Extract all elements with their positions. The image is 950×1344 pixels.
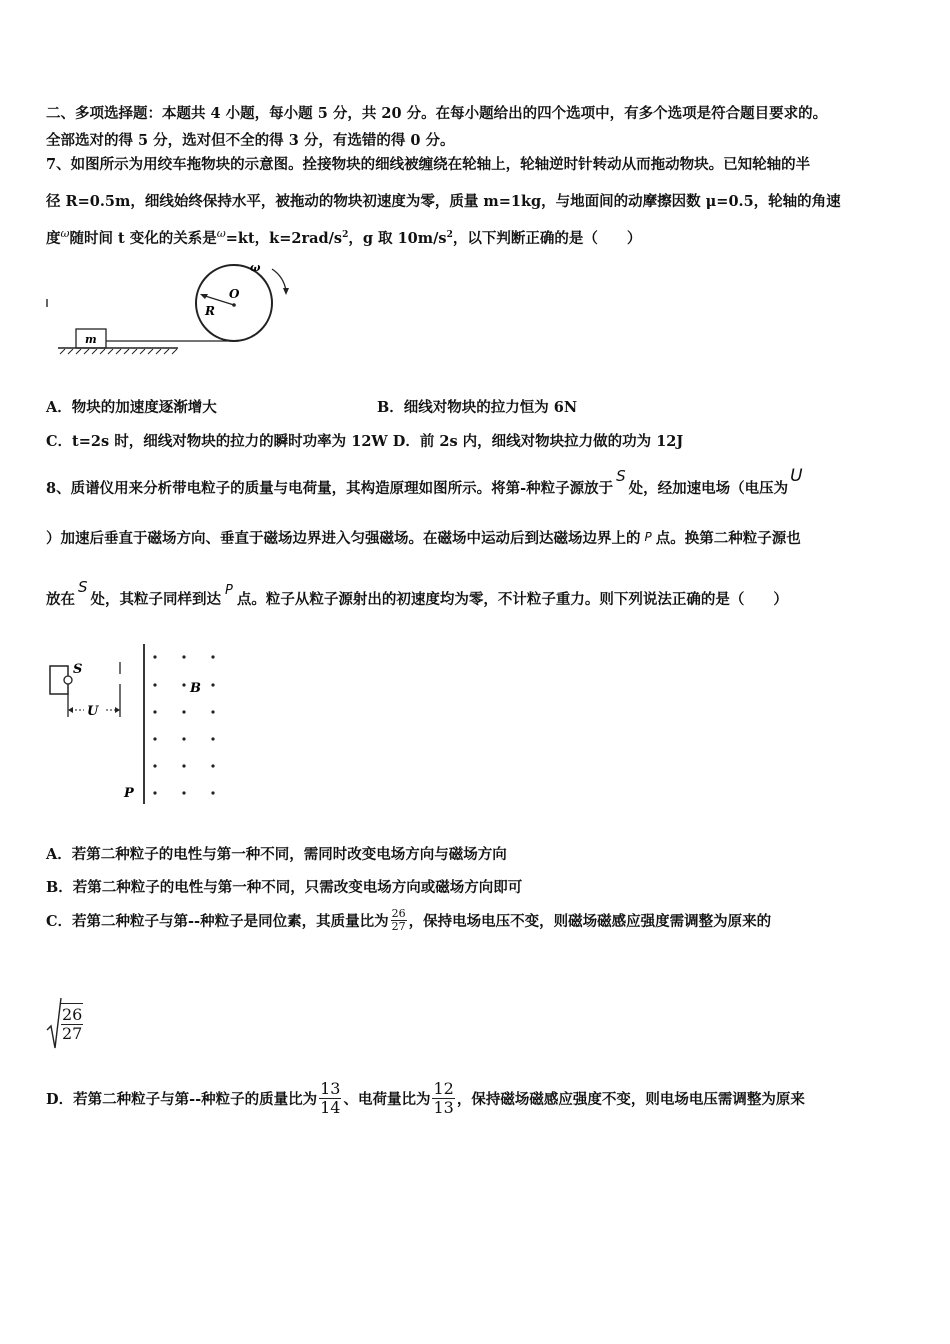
q7-omega: ω [216,227,226,241]
fraction-numerator: 13 [320,1079,341,1098]
q7-text: ，g 取 10m/s [348,230,447,247]
q8-s-label: S [73,662,83,677]
fraction-numerator: 12 [433,1079,454,1098]
q7-radius-label: R [205,304,215,318]
q7-stem-line2: 径 R=0.5m，细线始终保持水平，被拖动的物块初速度为零，质量 m=1kg，与地面间的动摩擦因数 μ=0.5，轮轴的角速 [46,193,841,210]
q8-mass-ratio-fraction [319,1080,341,1116]
q7-text: ，以下判断正确的是（ ） [452,230,642,247]
q7-option-a: A．物块的加速度逐渐增大 [46,399,217,416]
fraction-denominator: 27 [391,920,406,934]
q8-option-d [46,1080,805,1116]
q7-option-b: B．细线对物块的拉力恒为 6N [377,399,578,416]
q7-stem-line1: 7、如图所示为用绞车拖物块的示意图。拴接物块的细线被缠绕在轮轴上，轮轴逆时针转动从而拖动物块。已知轮轴的半 [46,156,811,173]
q8-sqrt-fraction [61,1003,83,1042]
q8-charge-ratio-fraction [432,1080,454,1116]
q8-text: 点。换第二种粒子源也 [655,530,801,547]
q8-text: 处，经加速电场（电压为 [628,480,789,497]
q8-mass-ratio-fraction [391,908,407,933]
q8-symbol-s: S [616,467,626,485]
q8-text: 放在 [46,591,75,608]
q7-exponent: 2 [446,230,453,241]
q8-symbol-s: S [78,578,88,596]
q8-u-label: U [87,704,99,719]
q7-mass-label: m [85,333,97,346]
q8-symbol-u: U [790,466,803,486]
fraction-denominator: 27 [62,1024,83,1043]
q8-symbol-p: P [644,530,652,544]
q7-exponent: 2 [342,230,349,241]
q8-text: C．若第二种粒子与第--种粒子是同位素，其质量比为 [46,913,389,931]
q7-center-label: O [229,287,240,301]
q8-text: ）加速后垂直于磁场方向、垂直于磁场边界进入匀强磁场。在磁场中运动后到达磁场边界上的 [46,530,641,547]
fraction-denominator: 14 [320,1097,341,1117]
sqrt-sign-icon [46,996,62,1050]
q8-text: 点。粒子从粒子源射出的初速度均为零，不计粒子重力。则下列说法正确的是（ ） [236,591,788,608]
q7-text: 随时间 t 变化的关系是 [69,230,217,247]
q8-text: D．若第二种粒子与第--种粒子的质量比为 [46,1090,318,1108]
q8-option-c [46,908,771,933]
q8-stem-line3 [46,578,788,609]
q7-text: =kt，k=2rad/s [225,230,343,247]
section-scoring-note: 全部选对的得 5 分，选对但不全的得 3 分，有选错的得 0 分。 [46,132,455,149]
q8-symbol-p: P [225,583,233,598]
fraction-numerator: 26 [62,1005,83,1025]
q8-text: ，保持电场电压不变，则磁场磁感应强度需调整为原来的 [408,913,772,931]
q8-text: 8、质谱仪用来分析带电粒子的质量与电荷量，其构造原理如图所示。将第-种粒子源放于 [46,480,614,497]
q7-option-cd: C．t=2s 时，细线对物块的拉力的瞬时功率为 12W D．前 2s 内，细线对物块拉力做的功为 12J [46,433,684,450]
q7-winch-figure [44,255,304,365]
q8-text: 处，其粒子同样到达 [90,591,222,608]
q8-b-label: B [190,681,201,696]
q7-omega-label: ω [250,261,261,274]
q7-omega: ω [60,227,70,241]
section-heading: 二、多项选择题：本题共 4 小题，每小题 5 分，共 20 分。在每小题给出的四个选项中，有多个选项是符合题目要求的。 [46,105,828,122]
q8-option-b: B．若第二种粒子的电性与第一种不同，只需改变电场方向或磁场方向即可 [46,879,523,896]
fraction-denominator: 13 [433,1097,454,1117]
q8-text: ，保持磁场磁感应强度不变，则电场电压需调整为原来 [456,1090,805,1108]
q7-stem-line3 [46,227,641,248]
q8-text: 、电荷量比为 [343,1090,431,1108]
q8-stem-line1 [46,466,803,498]
q8-sqrt-answer [46,996,85,1050]
q8-p-label: P [124,786,134,801]
q8-spectrometer-figure [44,640,234,810]
q7-text: 度 [46,230,61,247]
fraction-numerator: 26 [391,907,406,920]
q8-stem-line2 [46,527,801,548]
q8-option-a: A．若第二种粒子的电性与第一种不同，需同时改变电场方向与磁场方向 [46,846,507,863]
